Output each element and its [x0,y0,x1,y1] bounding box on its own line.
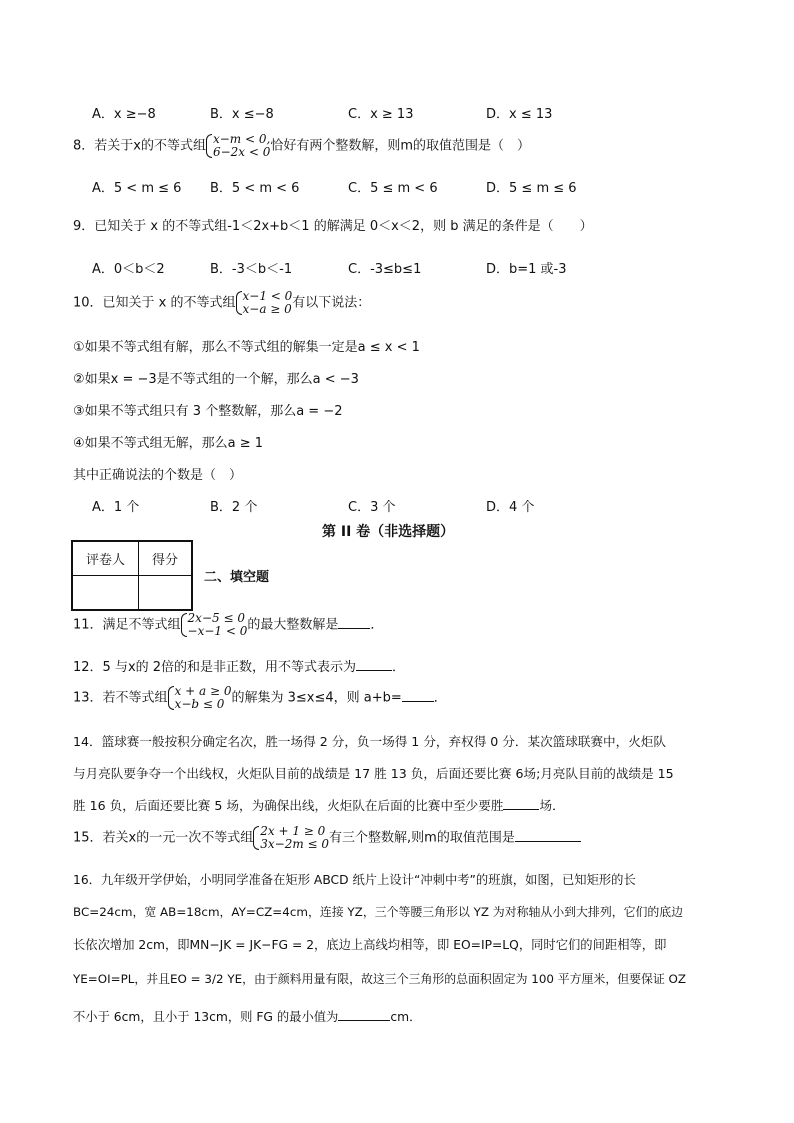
q14-line-3 [73,795,723,814]
grader-table [71,540,193,611]
q8-sys-line2: 6−2x < 0 [212,145,271,159]
q13-sys-line2: x−b ≤ 0 [174,697,225,711]
q10-option-b: B．2 个 [210,500,258,515]
q12-text: 12．5 与x的 2倍的和是非正数，用不等式表示为 [73,660,357,675]
q10-sys-line1: x−1 < 0 [242,289,293,303]
q7-option-b: B．x ≤−8 [210,107,274,122]
q8-sys-line1: x−m < 0, [212,132,271,146]
q13-suffix: 的解集为 3≤x≤4，则 a+b= [231,690,402,706]
q10-option-d: D．4 个 [486,500,535,515]
score-header: 得分 [139,541,193,576]
q8-system [206,133,270,159]
q13-stem: 13．若不等式组 x + a ≥ 0 x−b ≤ 0 的解集为 3≤x≤4，则 a+b= ． [73,684,447,711]
q10-statement-3: ③如果不等式组只有 3 个整数解，那么a = −2 [73,404,343,419]
q10-statement-2: ②如果x = −3是不等式组的一个解，那么a < −3 [73,372,359,387]
q10-option-a: A．1 个 [92,500,140,515]
part-heading: 二、填空题 [204,570,270,585]
q8-option-a: A．5 < m ≤ 6 [92,181,182,196]
q14-line-2: 与月亮队要争夺一个出线权，火炬队目前的战绩是 17 胜 13 负，后面还要比赛 6场;月亮队目前的战绩是 15 [73,766,674,781]
q7-option-d: D．x ≤ 13 [486,107,553,122]
q14-line-3-text: 胜 16 负，后面还要比赛 5 场，为确保出线，火炬队在后面的比赛中至少要胜 [73,798,504,813]
q16-line-1: 16．九年级开学伊始，小明同学准备在矩形 ABCD 纸片上设计“冲刺中考”的班旗，如图，已知矩形的长 [73,873,636,887]
q15-prefix: 15．若关x的一元一次不等式组 [73,830,254,846]
q9-option-d: D．b=1 或-3 [486,262,567,277]
q10-question: 其中正确说法的个数是（ ） [73,468,243,483]
q11-stem: 11．满足不等式组 2x−5 ≤ 0 −x−1 < 0 的最大整数解是 ． [73,611,384,638]
q8-stem [73,133,530,159]
q11-blank[interactable] [338,616,370,629]
q11-sys-line1: 2x−5 ≤ 0 [187,611,245,625]
q16-line-5-text: 不小于 6cm，且小于 13cm，则 FG 的最小值为 [73,1010,339,1024]
q9-option-c: C．-3≤b≤1 [348,262,422,277]
q15-blank[interactable] [515,829,581,842]
q10-sys-line2: x−a ≥ 0 [242,302,292,316]
q8-option-b: B．5 < m < 6 [210,181,300,196]
q10-statement-1: ①如果不等式组有解，那么不等式组的解集一定是a ≤ x < 1 [73,340,420,355]
q9-stem: 9．已知关于 x 的不等式组-1＜2x+b＜1 的解满足 0＜x＜2，则 b 满足的条件是（ ） [73,219,593,234]
q16-line-5 [73,1007,723,1025]
grader-header: 评卷人 [72,541,139,576]
q16-tail: cm． [390,1010,422,1024]
section-title: 第 II 卷（非选择题） [322,524,455,540]
q13-prefix: 13．若不等式组 [73,690,168,706]
q8-option-c: C．5 ≤ m < 6 [348,181,438,196]
q12-stem: 12．5 与x的 2倍的和是非正数，用不等式表示为 ． [73,660,406,675]
q14-line-1: 14．篮球赛一般按积分确定名次，胜一场得 2 分，负一场得 1 分，弃权得 0 分．某次篮球联赛中，火炬队 [73,734,667,749]
q16-line-2: BC=24cm，宽 AB=18cm，AY=CZ=4cm，连接 YZ，三个等腰三角形以 YZ 为对称轴从小到大排列，它们的底边 [73,905,684,919]
q9-option-b: B．-3＜b＜-1 [210,262,293,277]
q10-prefix: 10．已知关于 x 的不等式组 [73,295,236,311]
q13-system [168,685,232,711]
q10-stem [73,290,370,316]
q10-system [236,290,293,316]
q11-system [181,612,248,638]
grader-cell [72,576,139,611]
q7-option-c: C．x ≥ 13 [348,107,414,122]
q13-blank[interactable] [402,689,434,702]
q8-suffix: 恰好有两个整数解，则m的取值范围是（ ） [270,138,531,154]
q16-line-4: YE=OI=PL，并且EO = 3/2 YE，由于颜料用量有限，故这三个三角形的总面积固定为 100 平方厘米，但要保证 OZ [73,972,687,986]
q15-sys-line2: 3x−2m ≤ 0 [260,837,330,851]
score-cell [139,576,193,611]
q12-blank[interactable] [356,658,392,671]
q11-prefix: 11．满足不等式组 [73,617,181,633]
q8-prefix: 8．若关于x的不等式组 [73,138,206,154]
q16-blank[interactable] [338,1008,390,1021]
q10-option-c: C．3 个 [348,500,396,515]
q7-option-a: A．x ≥−8 [92,107,156,122]
q14-blank[interactable] [503,797,539,810]
q11-suffix: 的最大整数解是 [247,617,339,633]
q15-stem [73,825,581,851]
q8-option-d: D．5 ≤ m ≤ 6 [486,181,577,196]
q10-suffix: 有以下说法： [292,295,371,311]
q9-option-a: A．0＜b＜2 [92,262,165,277]
q15-sys-line1: 2x + 1 ≥ 0 [260,824,326,838]
q13-sys-line1: x + a ≥ 0 [174,684,232,698]
q11-sys-line2: −x−1 < 0 [187,624,248,638]
q16-line-3: 长依次增加 2cm，即MN−JK = JK−FG = 2，底边上高线均相等，即 EO=IP=LQ，同时它们的间距相等，即 [73,938,667,952]
q10-statement-4: ④如果不等式组无解，那么a ≥ 1 [73,436,264,451]
q14-tail: 场． [539,798,565,813]
q15-system [253,825,329,851]
q15-suffix: 有三个整数解,则m的取值范围是 [329,830,515,846]
